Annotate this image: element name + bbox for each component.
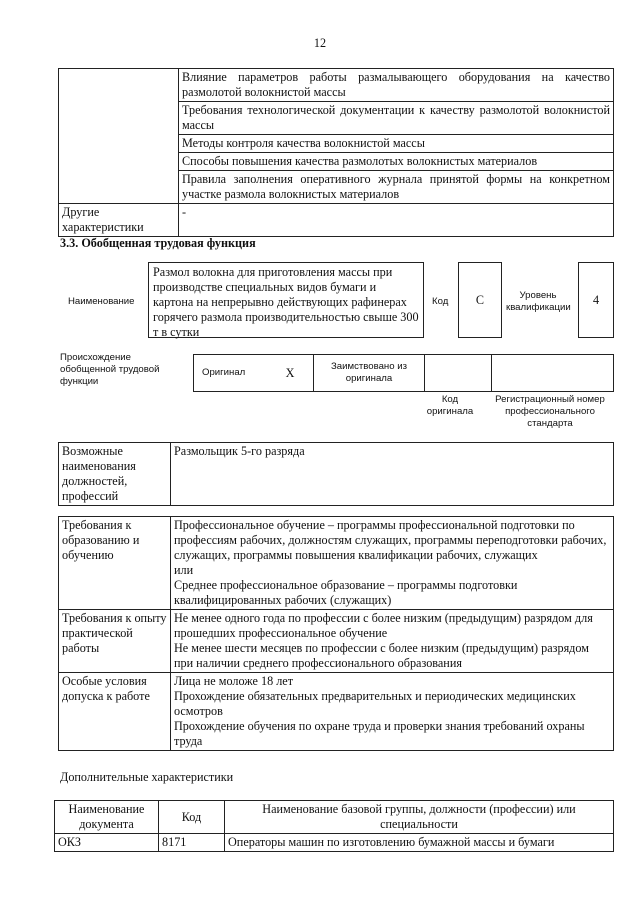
function-name: Размол волокна для приготовления массы при производстве специальных видов бумаги и картона на непрерывно действующих рафинерах горячего размола производительностью свыше 300 т в сутки — [148, 262, 424, 338]
special-conditions-value — [171, 673, 614, 751]
original-mark: X — [267, 355, 314, 392]
level-value: 4 — [578, 262, 614, 338]
level-label: Уровень квалификации — [506, 290, 571, 313]
reg-number-cell — [492, 355, 614, 392]
table-row — [59, 610, 614, 673]
header-document: Наименование документа — [55, 801, 159, 834]
knowledge-table — [58, 68, 614, 237]
list-item: Требования технологической документации к качеству размолотой волокнистой массы — [179, 102, 614, 135]
table-row — [59, 517, 614, 610]
table-row — [59, 204, 614, 237]
other-characteristics-label: Другие характеристики — [59, 204, 179, 237]
name-label: Наименование — [68, 296, 135, 307]
code-original-cell — [425, 355, 492, 392]
list-item: Прохождение обучения по охране труда и проверки знания требований охраны труда — [174, 719, 585, 748]
other-characteristics-value: - — [179, 204, 614, 237]
experience-label: Требования к опыту практической работы — [59, 610, 171, 673]
list-item: Профессиональное обучение – программы профессиональной подготовки по профессиям рабочих, должностям служащих, программы переподготовки рабочих, служащих, программы повышения квалификации рабочих, служащих — [174, 518, 607, 562]
code-label: Код — [432, 296, 449, 307]
row-code: 8171 — [159, 834, 225, 852]
list-item: Не менее шести месяцев по профессии с более низким (предыдущим) разрядом при наличии среднего профессионального образования — [174, 641, 589, 670]
borrowed-label: Заимствовано из оригинала — [314, 355, 425, 392]
list-item: Среднее профессиональное образование – программы подготовки квалифицированных рабочих (служащих) — [174, 578, 518, 607]
original-label: Оригинал — [194, 355, 268, 392]
code-original-caption: Код оригинала — [426, 394, 474, 417]
table-cell-empty — [59, 69, 179, 204]
list-item: или — [174, 563, 194, 577]
additional-table — [54, 800, 614, 852]
origin-label: Происхождение обобщенной трудовой функции — [60, 352, 160, 387]
additional-title: Дополнительные характеристики — [60, 770, 234, 784]
list-item: Лица не моложе 18 лет — [174, 674, 294, 688]
list-item: Правила заполнения оперативного журнала принятой формы на конкретном участке размола волокнистых материалов — [179, 171, 614, 204]
positions-label: Возможные наименования должностей, профессий — [59, 443, 171, 506]
list-item: Не менее одного года по профессии с более низким (предыдущим) разрядом для прошедших профессиональное обучение — [174, 611, 593, 640]
education-label: Требования к образованию и обучению — [59, 517, 171, 610]
section-title: 3.3. Обобщенная трудовая функция — [60, 236, 256, 250]
list-item: Влияние параметров работы размалывающего оборудования на качество размолотой волокнистой массы — [179, 69, 614, 102]
table-row — [59, 443, 614, 506]
reg-number-caption: Регистрационный номер профессионального стандарта — [495, 394, 605, 429]
experience-value — [171, 610, 614, 673]
positions-value: Размольщик 5-го разряда — [171, 443, 614, 506]
origin-table — [193, 354, 614, 392]
positions-table — [58, 442, 614, 506]
page-number: 12 — [313, 36, 327, 50]
table-row — [59, 69, 614, 102]
table-row — [194, 355, 614, 392]
special-conditions-label: Особые условия допуска к работе — [59, 673, 171, 751]
list-item: Способы повышения качества размолотых волокнистых материалов — [179, 153, 614, 171]
header-code: Код — [159, 801, 225, 834]
education-value — [171, 517, 614, 610]
code-value: C — [458, 262, 502, 338]
header-group: Наименование базовой группы, должности (профессии) или специальности — [225, 801, 614, 834]
table-row — [59, 673, 614, 751]
requirements-table — [58, 516, 614, 751]
list-item: Методы контроля качества волокнистой массы — [179, 135, 614, 153]
table-row — [55, 834, 614, 852]
row-document: ОКЗ — [55, 834, 159, 852]
table-header-row — [55, 801, 614, 834]
row-group: Операторы машин по изготовлению бумажной массы и бумаги — [225, 834, 614, 852]
list-item: Прохождение обязательных предварительных и периодических медицинских осмотров — [174, 689, 576, 718]
